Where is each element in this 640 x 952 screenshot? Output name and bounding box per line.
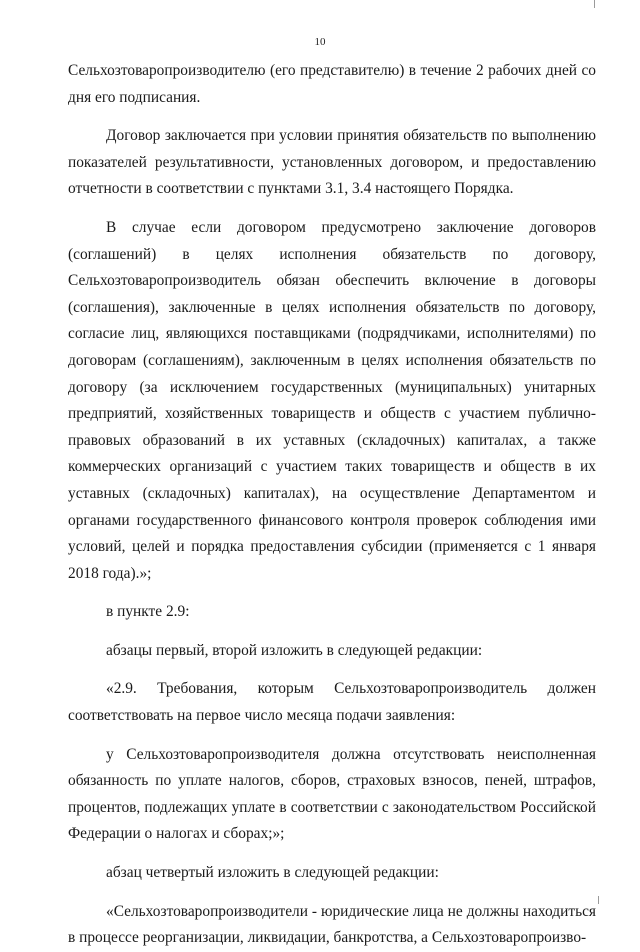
paragraph-continuation: Сельхозтоваропроизводителю (его представителю) в течение 2 рабочих дней со дня его подписания. — [68, 62, 596, 106]
paragraph-contract-conditions: Договор заключается при условии принятия обязательств по выполнению показателей результативности, установленных договором, и предоставлению отчетности в соответствии с пунктами 3.1, 3.4 настоящего Порядка. — [68, 127, 596, 198]
paragraph-fourth-abzats: абзац четвертый изложить в следующей редакции: — [106, 864, 439, 882]
scan-edge-mark-bottom — [598, 896, 599, 904]
page-number: 10 — [314, 36, 326, 48]
paragraph-legal-entities: «Сельхозтоваропроизводители - юридические лица не должны находиться в процессе реорганизации, ликвидации, банкротства, а Сельхозтоваропроизво- — [68, 902, 596, 947]
paragraph-point-2-9: в пункте 2.9: — [106, 603, 190, 621]
paragraph-tax-obligation: у Сельхозтоваропроизводителя должна отсутствовать неисполненная обязанность по уплате налогов, сборов, страховых взносов, пеней, штрафов, процентов, подлежащих уплате в соответствии с законодательством Российской Федерации о налогах и сборах;»; — [68, 745, 596, 843]
paragraph-requirements: «2.9. Требования, которым Сельхозтоваропроизводитель должен соответствовать на первое число месяца подачи заявления: — [68, 680, 596, 725]
paragraph-subcontract-consent: В случае если договором предусмотрено заключение договоров (соглашений) в целях исполнения обязательств по договору, Сельхозтоваропроизводитель обязан обеспечить включение в договоры (соглашения), заключенные в целях исполнения обязательств по договору, согласие лиц, являющихся поставщиками (подрядчиками, исполнителями) по договорам (соглашениям), заключенным в целях исполнения обязательств по договору (за исключением государственных (муниципальных) унитарных предприятий, хозяйственных товариществ и обществ с участием публично-правовых образований в их уставных (складочных) капиталах, а также коммерческих организаций с участием таких товариществ и обществ в их уставных (складочных) капиталах), на осуществление Департаментом и органами государственного финансового контроля проверок соблюдения ими условий, целей и порядка предоставления субсидии (применяется с 1 января 2018 года).»; — [68, 218, 596, 582]
scan-edge-mark-top — [594, 0, 595, 8]
document-body — [68, 58, 596, 952]
paragraph-first-second-abzats: абзацы первый, второй изложить в следующей редакции: — [106, 641, 483, 659]
